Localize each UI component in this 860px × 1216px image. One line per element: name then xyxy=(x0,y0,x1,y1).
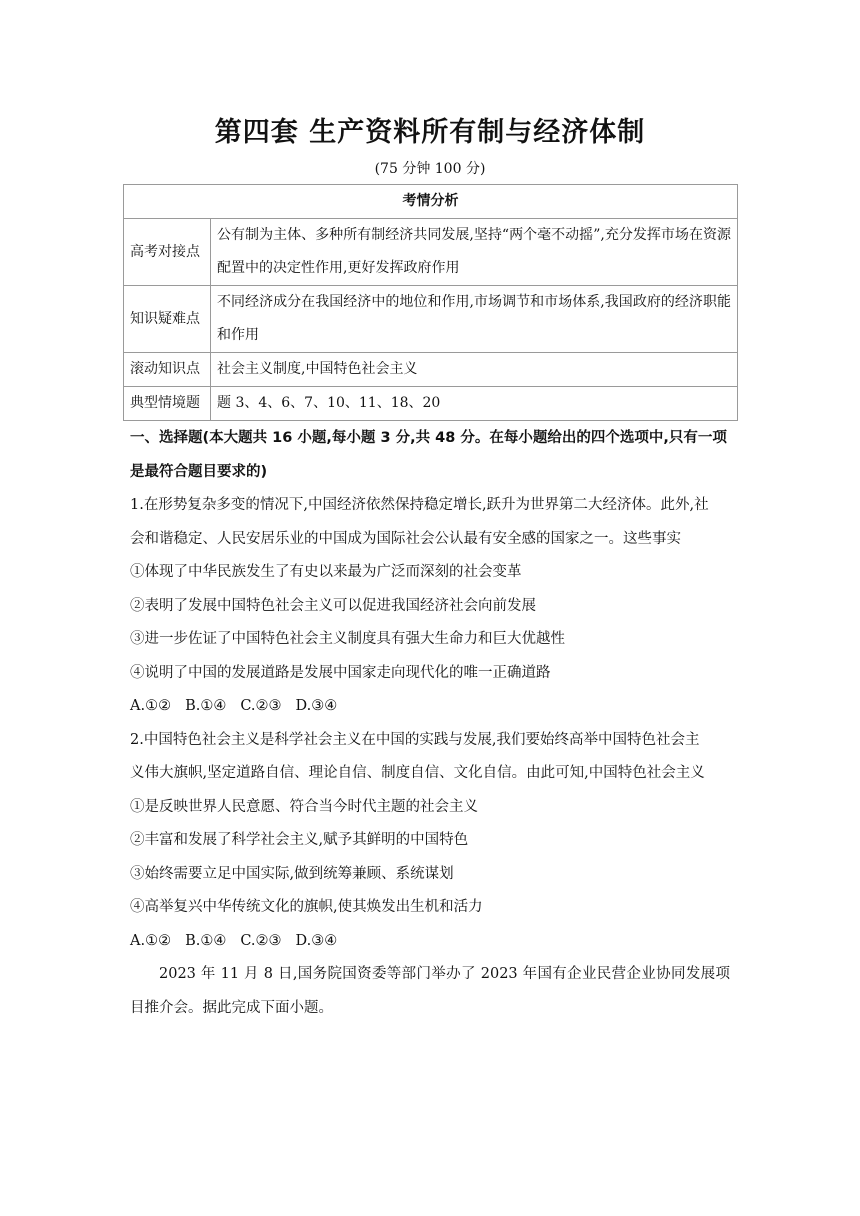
question-statement: ②丰富和发展了科学社会主义,赋予其鲜明的中国特色 xyxy=(130,832,469,848)
analysis-row xyxy=(124,353,738,387)
question-statement: ①是反映世界人民意愿、符合当今时代主题的社会主义 xyxy=(130,798,478,815)
answer-option: C.②③ xyxy=(240,698,282,714)
answer-option: B.①④ xyxy=(185,932,227,949)
analysis-row-content: 题 3、4、6、7、10、11、18、20 xyxy=(211,387,738,421)
section-heading-line: 一、选择题(本大题共 16 小题,每小题 3 分,共 48 分。在每小题给出的四个选项中,只有一项 xyxy=(130,430,727,446)
page-title: 第四套 生产资料所有制与经济体制 xyxy=(214,117,646,148)
question-stem: 会和谐稳定、人民安居乐业的中国成为国际社会公认最有安全感的国家之一。这些事实 xyxy=(130,530,681,547)
question-1 xyxy=(130,489,730,724)
analysis-row-content: 社会主义制度,中国特色社会主义 xyxy=(211,353,738,387)
answer-option: C.②③ xyxy=(240,932,282,949)
exam-body xyxy=(130,422,730,1025)
question-2 xyxy=(130,724,730,959)
question-statement: ③始终需要立足中国实际,做到统筹兼顾、系统谋划 xyxy=(130,865,454,882)
answer-option: A.①② xyxy=(130,932,172,949)
analysis-row-content: 公有制为主体、多种所有制经济共同发展,坚持“两个毫不动摇”,充分发挥市场在资源配置中的决定性作用,更好发挥政府作用 xyxy=(211,219,738,286)
answer-options xyxy=(130,690,730,724)
analysis-row-label: 滚动知识点 xyxy=(124,353,211,387)
material-paragraph: 2023 年 11 月 8 日,国务院国资委等部门举办了 2023 年国有企业民营企业协同发展项目推介会。据此完成下面小题。 xyxy=(130,966,730,1016)
answer-option: A.①② xyxy=(130,698,172,714)
answer-option: D.③④ xyxy=(295,932,338,949)
question-stem: 2.中国特色社会主义是科学社会主义在中国的实践与发展,我们要始终高举中国特色社会主 xyxy=(130,731,700,748)
answer-options xyxy=(130,925,730,959)
question-statement: ①体现了中华民族发生了有史以来最为广泛而深刻的社会变革 xyxy=(130,564,522,580)
exam-duration-score: (75 分钟 100 分) xyxy=(374,161,486,177)
answer-option: B.①④ xyxy=(185,698,227,714)
analysis-table-header: 考情分析 xyxy=(124,185,738,219)
analysis-row xyxy=(124,387,738,421)
answer-option: D.③④ xyxy=(295,698,338,714)
question-stem: 义伟大旗帜,坚定道路自信、理论自信、制度自信、文化自信。由此可知,中国特色社会主义 xyxy=(130,765,705,781)
question-statement: ②表明了发展中国特色社会主义可以促进我国经济社会向前发展 xyxy=(130,597,536,614)
analysis-row-label: 知识疑难点 xyxy=(124,286,211,353)
analysis-row-content: 不同经济成分在我国经济中的地位和作用,市场调节和市场体系,我国政府的经济职能和作用 xyxy=(211,286,738,353)
section-heading-line: 是最符合题目要求的) xyxy=(130,463,268,480)
analysis-row xyxy=(124,286,738,353)
analysis-row-label: 高考对接点 xyxy=(124,219,211,286)
exam-analysis-table xyxy=(123,184,738,421)
question-stem: 1.在形势复杂多变的情况下,中国经济依然保持稳定增长,跃升为世界第二大经济体。此外,社 xyxy=(130,497,709,513)
analysis-row-label: 典型情境题 xyxy=(124,387,211,421)
question-statement: ④高举复兴中华传统文化的旗帜,使其焕发出生机和活力 xyxy=(130,899,483,915)
section-heading xyxy=(130,422,730,489)
analysis-row xyxy=(124,219,738,286)
question-statement: ④说明了中国的发展道路是发展中国家走向现代化的唯一正确道路 xyxy=(130,664,551,681)
question-statement: ③进一步佐证了中国特色社会主义制度具有强大生命力和巨大优越性 xyxy=(130,631,565,647)
